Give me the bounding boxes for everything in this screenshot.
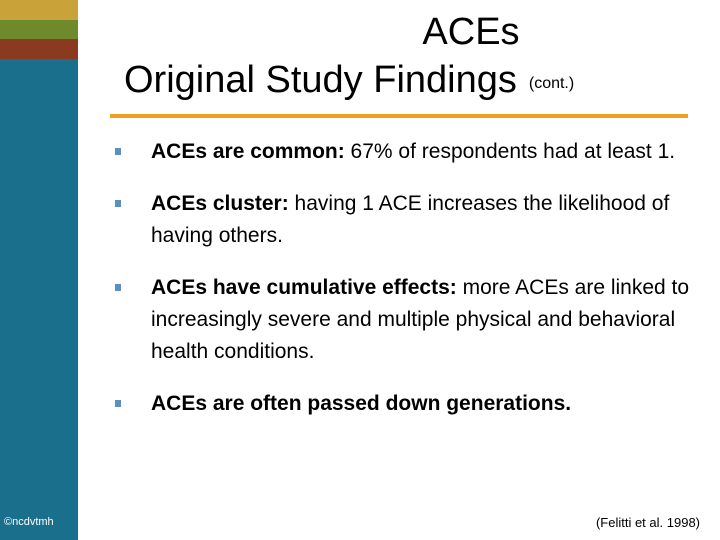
gold-stripe [0,0,78,20]
green-stripe [0,20,78,39]
bullet-square-icon [115,400,121,407]
bullet-text: more ACEs are linked to increasingly severe and multiple physical and behavioral health conditions. [151,276,690,363]
bullet-square-icon [115,148,121,155]
bullet-square-icon [115,200,121,207]
left-sidebar [0,0,78,540]
bullet-text: 67% of respondents had at least 1. [344,140,676,163]
brown-stripe [0,39,78,59]
bullet-square-icon [115,284,121,291]
teal-stripe [0,59,78,64]
list-item [114,272,694,368]
title-line2-text: Original Study Findings [124,59,517,101]
list-item [114,136,694,168]
citation: (Felitti et al. 1998) [595,515,700,530]
bullet-lead: ACEs are common: [151,140,345,163]
list-item [114,188,694,252]
title-line1-text: ACEs [422,11,520,53]
title-suffix: (cont.) [528,75,575,92]
bullet-text: having 1 ACE increases the likelihood of having others. [151,192,670,247]
title-underline [110,114,688,118]
bullet-lead: ACEs have cumulative effects: [151,276,457,299]
findings-list [114,136,694,440]
list-item [114,388,694,420]
bullet-lead: ACEs cluster: [151,192,289,215]
bullet-lead: ACEs are often passed down generations. [151,392,572,415]
slide-title-line1 [78,10,720,54]
slide-title-line2 [124,58,574,110]
copyright-text: ©ncdvtmh [4,516,54,528]
